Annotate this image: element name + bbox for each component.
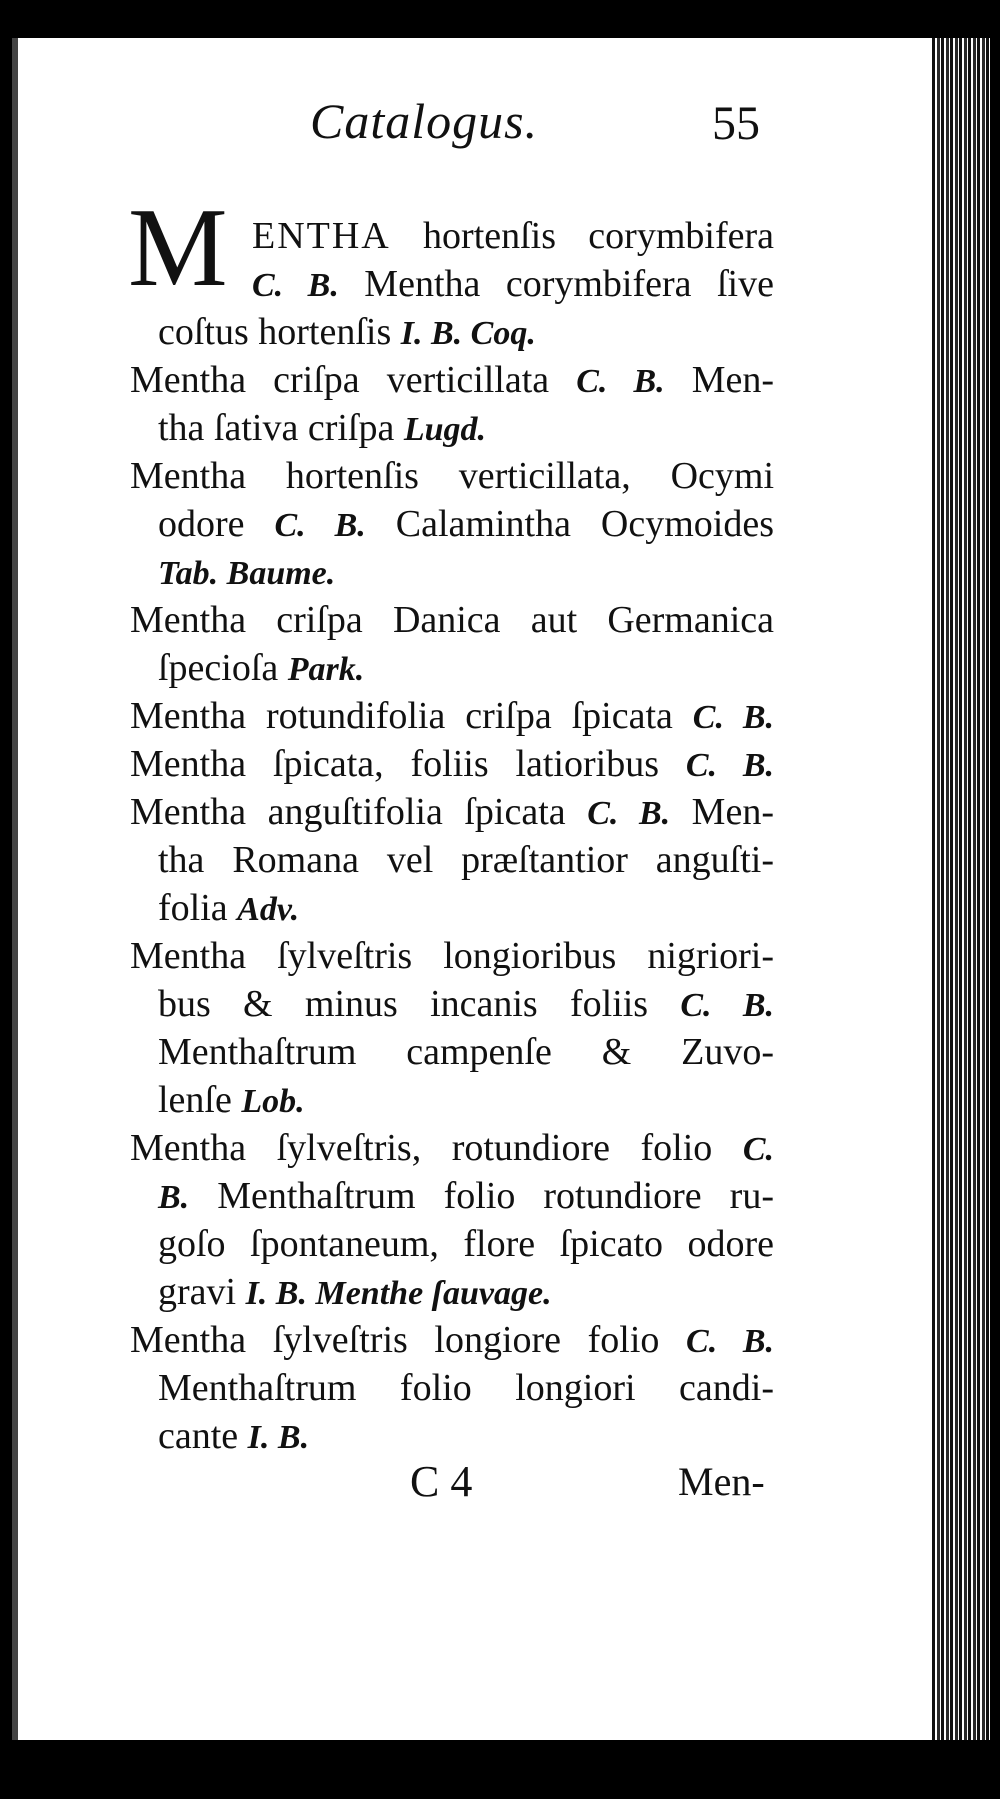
text-line: Mentha anguſtifolia ſpicata C. B. Men-: [130, 791, 774, 833]
text-line: Mentha criſpa verticillata C. B. Men-: [130, 359, 775, 401]
page-number: 55: [712, 97, 760, 150]
book-fore-edge: [932, 38, 990, 1740]
text-line: C. B. Mentha corymbifera ſive: [252, 263, 774, 305]
drop-cap: M: [128, 186, 228, 310]
running-title: Catalogus.: [310, 93, 539, 149]
text-line: cante I. B.: [158, 1415, 310, 1457]
scan-border-left: [0, 0, 12, 1799]
text-line: ENTHA hortenſis corymbifera: [252, 215, 774, 257]
text-line: ſpecioſa Park.: [158, 647, 365, 689]
page-gutter-shadow: [12, 38, 18, 1740]
text-line: Mentha hortenſis verticillata, Ocymi: [130, 455, 774, 497]
text-line: gravi I. B. Menthe ſauvage.: [158, 1271, 552, 1313]
text-line: goſo ſpontaneum, flore ſpicato odore: [158, 1223, 774, 1265]
scan-border-top: [0, 0, 1000, 38]
text-line: Mentha ſylveſtris longioribus nigriori-: [130, 935, 774, 977]
text-line: Mentha ſpicata, foliis latioribus C. B.: [130, 743, 774, 785]
catchword: Men-: [678, 1459, 765, 1504]
scan-border-right: [990, 0, 1000, 1799]
text-line: folia Adv.: [158, 887, 300, 929]
text-line: bus & minus incanis foliis C. B.: [158, 983, 775, 1025]
text-line: lenſe Lob.: [158, 1079, 305, 1121]
text-line: Mentha ſylveſtris longiore folio C. B.: [130, 1319, 774, 1361]
signature-mark: C 4: [410, 1457, 473, 1506]
scan-border-bottom: [0, 1740, 1000, 1799]
text-line: coſtus hortenſis I. B. Coq.: [158, 311, 536, 353]
text-line: tha ſativa criſpa Lugd.: [158, 407, 487, 449]
text-line: Menthaſtrum folio longiori candi-: [158, 1367, 774, 1409]
text-line: Menthaſtrum campenſe & Zuvo-: [158, 1031, 774, 1073]
text-line: tha Romana vel præſtantior anguſti-: [158, 839, 774, 881]
text-line: Mentha criſpa Danica aut Germanica: [130, 599, 774, 641]
text-line: B. Menthaſtrum folio rotundiore ru-: [158, 1175, 774, 1217]
text-line: Mentha ſylveſtris, rotundiore folio C.: [130, 1127, 774, 1169]
text-line: Tab. Baume.: [158, 555, 336, 592]
text-line: Mentha rotundifolia criſpa ſpicata C. B.: [130, 695, 774, 737]
text-line: odore C. B. Calamintha Ocymoides: [158, 503, 774, 545]
